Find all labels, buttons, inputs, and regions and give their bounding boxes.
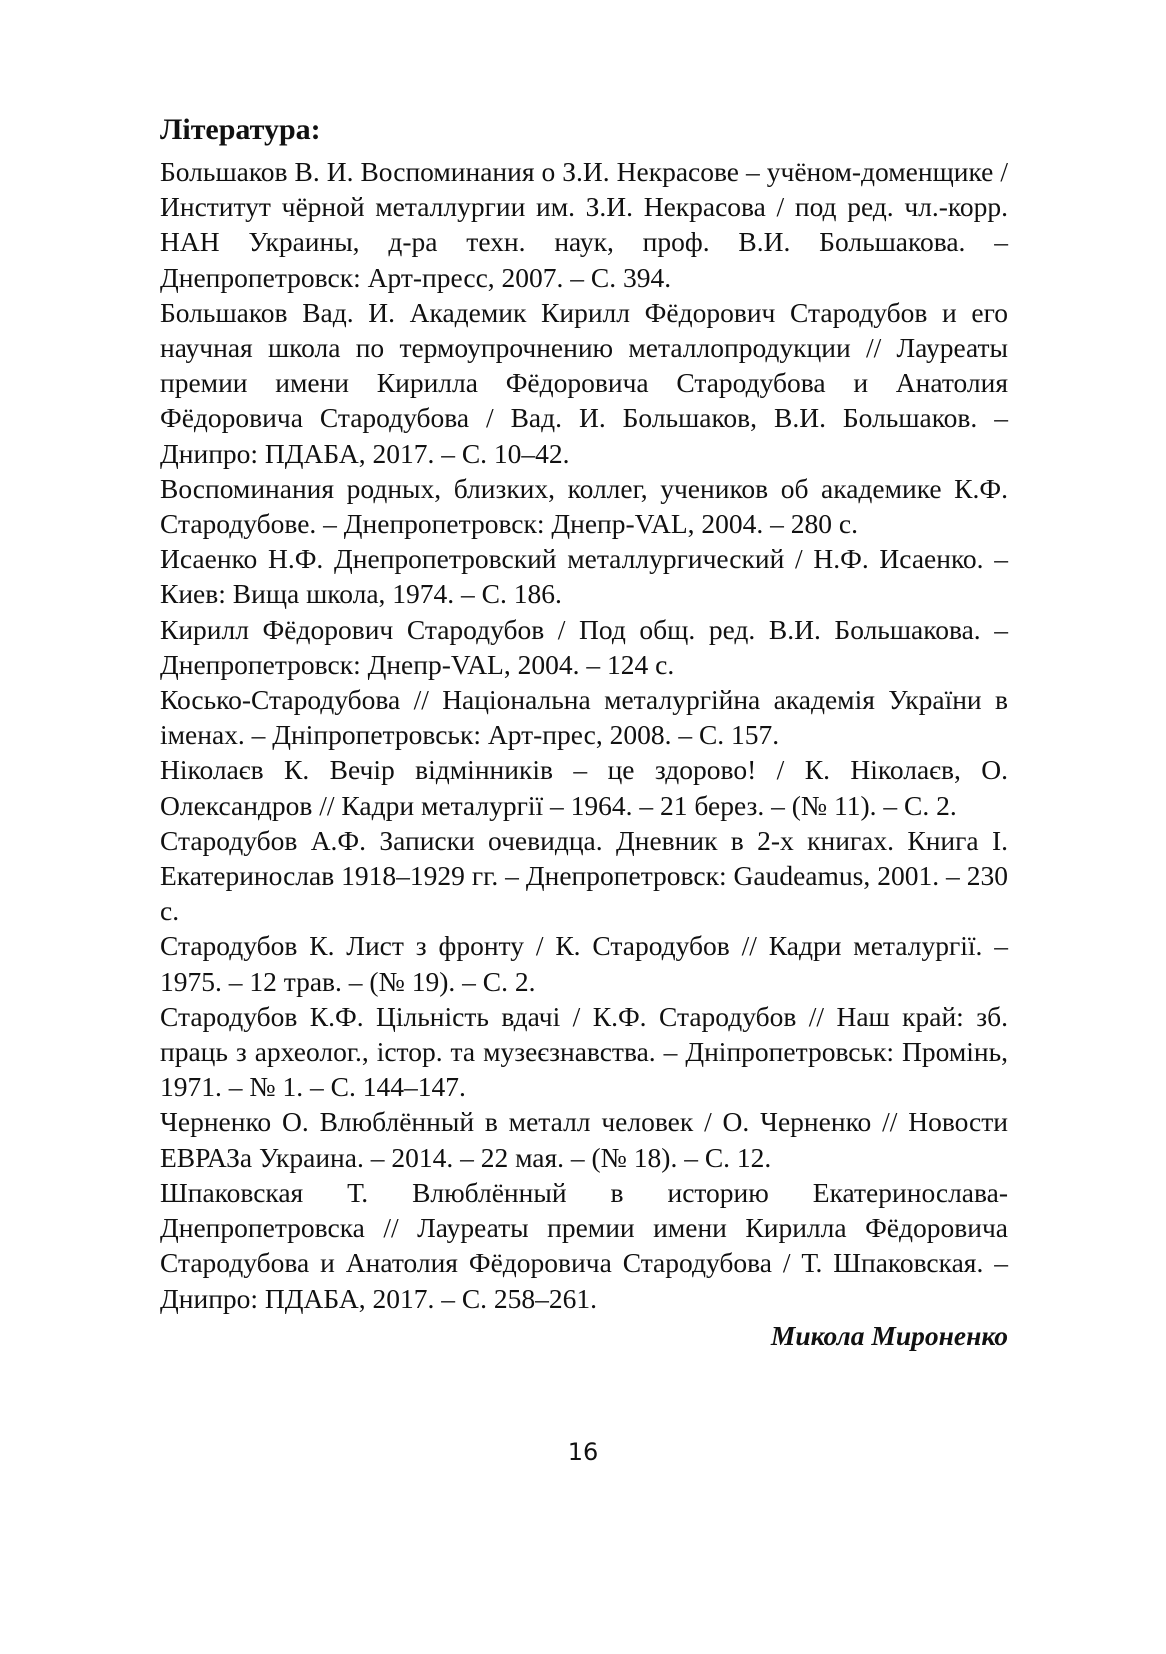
page-number: 16 [567,1438,599,1466]
reference-item: Стародубов А.Ф. Записки очевидца. Дневник в 2-х книгах. Книга I. Екатеринослав 1918–1929 гг. – Днепропетровск: Gaudeamus, 2001. – 230 с. [160,824,1008,927]
reference-item: Стародубов К. Лист з фронту / К. Стародубов // Кадри металургії. – 1975. – 12 трав. – (№ 19). – С. 2. [160,930,1008,997]
reference-item: Шпаковская Т. Влюблённый в историю Екатеринослава-Днепропетровска // Лауреаты премии имени Кирилла Фёдоровича Стародубова и Анатолия Фёдоровича Стародубова / Т. Шпаковская. – Днипро: ПДАБА, 2017. – С. 258–261. [160,1176,1008,1314]
reference-item: Воспоминания родных, близких, коллег, учеников об академике К.Ф. Стародубове. – Днепропетровск: Днепр-VAL, 2004. – 280 с. [160,472,1008,540]
author-signature: Микола Мироненко [770,1319,1008,1351]
reference-item: Стародубов К.Ф. Цільність вдачі / К.Ф. Стародубов // Наш край: зб. праць з археолог., істор. та музеєзнавства. – Дніпропетровськ: Промінь, 1971. – № 1. – С. 144–147. [160,1000,1008,1103]
page-heading: Література: [160,113,321,146]
reference-item: Большаков В. И. Воспоминания о З.И. Некрасове – учёном-доменщике / Институт чёрной металлургии им. З.И. Некрасова / под ред. чл.-корр. НАН Украины, д-ра техн. наук, проф. В.И. Большакова. – Днепропетровск: Арт-пресс, 2007. – С. 394. [160,156,1008,293]
page-content [160,112,1008,1353]
reference-list [160,154,1008,1316]
reference-item: Кирилл Фёдорович Стародубов / Под общ. ред. В.И. Большакова. – Днепропетровск: Днепр-VAL, 2004. – 124 с. [160,613,1008,680]
reference-item: Исаенко Н.Ф. Днепропетровский металлургический / Н.Ф. Исаенко. – Киев: Вища школа, 1974. – С. 186. [160,543,1008,610]
reference-item: Большаков Вад. И. Академик Кирилл Фёдорович Стародубов и его научная школа по термоупрочнению металлопродукции // Лауреаты премии имени Кирилла Фёдоровича Стародубова и Анатолия Фёдоровича Стародубова / Вад. И. Большаков, В.И. Большаков. – Днипро: ПДАБА, 2017. – С. 10–42. [160,296,1008,469]
reference-item: Черненко О. Влюблённый в металл человек / О. Черненко // Новости ЕВРАЗа Украина. – 2014. – 22 мая. – (№ 18). – С. 12. [160,1106,1008,1173]
reference-item: Ніколаєв К. Вечір відмінників – це здорово! / К. Ніколаєв, О. Олександров // Кадри металургії – 1964. – 21 берез. – (№ 11). – С. 2. [160,754,1008,821]
reference-item: Косько-Стародубова // Національна металургійна академія України в іменах. – Дніпропетровськ: Арт-прес, 2008. – С. 157. [160,684,1008,751]
